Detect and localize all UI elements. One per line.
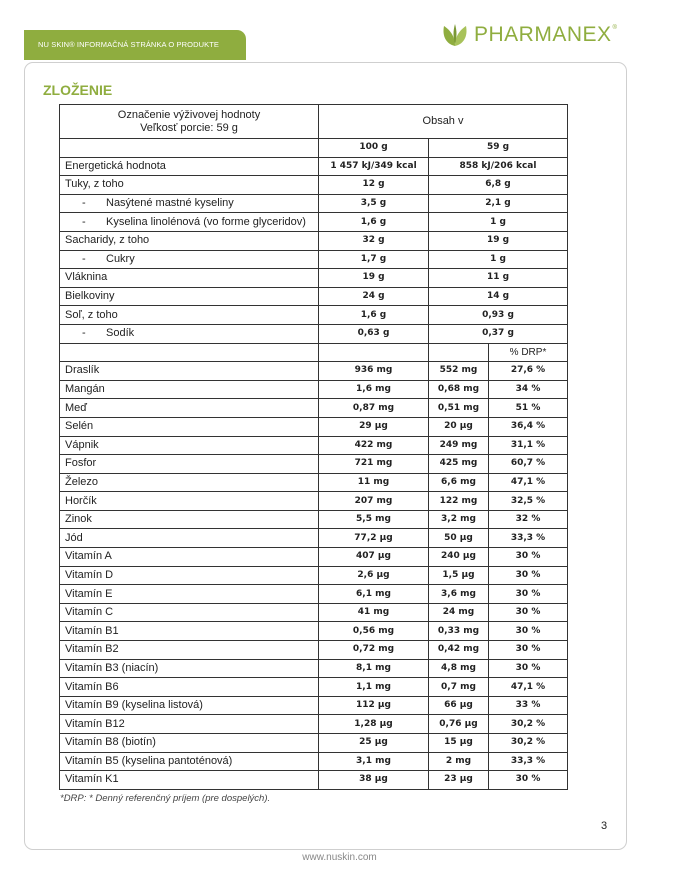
nutrient-name: Vitamín B8 (biotín) [60, 734, 319, 753]
table-row [60, 157, 568, 176]
table-row [60, 752, 568, 771]
table-row [60, 529, 568, 548]
sub-item-dash: - [82, 215, 86, 228]
nutrient-name: Selén [60, 417, 319, 436]
value-100g: 936 mg [319, 362, 429, 381]
value-59g: 240 µg [429, 548, 489, 567]
nutrient-name: Draslík [60, 362, 319, 381]
value-100g: 2,6 µg [319, 566, 429, 585]
sub-item-dash: - [82, 197, 86, 210]
table-row [60, 492, 568, 511]
table-row [60, 324, 568, 343]
value-59g: 858 kJ/206 kcal [429, 157, 568, 176]
nutrition-table [59, 104, 568, 790]
nutrient-label: Cukry [106, 252, 135, 265]
table-row [60, 269, 568, 288]
value-100g: 5,5 mg [319, 510, 429, 529]
nutrient-name [60, 324, 319, 343]
table-row [60, 548, 568, 567]
value-100g: 721 mg [319, 455, 429, 474]
nutrient-name: Vitamín K1 [60, 771, 319, 790]
value-drp: 36,4 % [489, 417, 568, 436]
value-59g: 0,33 mg [429, 622, 489, 641]
value-59g: 0,68 mg [429, 380, 489, 399]
value-59g: 20 µg [429, 417, 489, 436]
nutrient-name: Vitamín C [60, 603, 319, 622]
empty-cell [429, 343, 489, 362]
table-row [60, 641, 568, 660]
value-100g: 41 mg [319, 603, 429, 622]
table-row [60, 306, 568, 325]
nutrient-name: Vitamín B12 [60, 715, 319, 734]
table-row [60, 231, 568, 250]
value-drp: 30 % [489, 585, 568, 604]
table-row [60, 362, 568, 381]
value-100g: 1,6 g [319, 213, 429, 232]
table-row [60, 380, 568, 399]
page-number: 3 [601, 820, 608, 832]
value-59g: 19 g [429, 231, 568, 250]
table-header-row [60, 105, 568, 139]
sub-item-dash: - [82, 327, 86, 340]
logo-text: PHARMANEX [474, 23, 612, 46]
value-59g: 122 mg [429, 492, 489, 511]
nutrient-name: Vitamín B1 [60, 622, 319, 641]
value-100g: 1,6 mg [319, 380, 429, 399]
value-drp: 30,2 % [489, 734, 568, 753]
value-59g: 23 µg [429, 771, 489, 790]
nutrient-name: Horčík [60, 492, 319, 511]
nutrient-name [60, 287, 319, 306]
value-100g: 32 g [319, 231, 429, 250]
col-header-100g: 100 g [319, 139, 429, 158]
nutrient-label: Tuky, z toho [65, 178, 124, 191]
value-drp: 30 % [489, 622, 568, 641]
value-59g: 4,8 mg [429, 659, 489, 678]
nutrient-name: Vitamín A [60, 548, 319, 567]
value-59g: 425 mg [429, 455, 489, 474]
value-59g: 2 mg [429, 752, 489, 771]
value-drp: 30 % [489, 771, 568, 790]
sub-item-dash: - [82, 252, 86, 265]
value-drp: 30 % [489, 548, 568, 567]
value-100g: 0,87 mg [319, 399, 429, 418]
value-100g: 77,2 µg [319, 529, 429, 548]
nutrient-label: Bielkoviny [65, 290, 115, 303]
section-title: ZLOŽENIE [43, 82, 113, 98]
nutrient-label: Kyselina linolénová (vo forme glyceridov) [106, 215, 306, 228]
column-header-row [60, 139, 568, 158]
value-100g: 6,1 mg [319, 585, 429, 604]
nutrient-name [60, 213, 319, 232]
value-100g: 0,72 mg [319, 641, 429, 660]
col-header-59g: 59 g [429, 139, 568, 158]
value-100g: 0,56 mg [319, 622, 429, 641]
value-59g: 14 g [429, 287, 568, 306]
value-drp: 27,6 % [489, 362, 568, 381]
value-100g: 1,28 µg [319, 715, 429, 734]
table-row [60, 194, 568, 213]
value-59g: 0,51 mg [429, 399, 489, 418]
table-row [60, 250, 568, 269]
value-59g: 1 g [429, 213, 568, 232]
nutrient-name [60, 157, 319, 176]
value-100g: 8,1 mg [319, 659, 429, 678]
nutrient-name: Vitamín B6 [60, 678, 319, 697]
header-tab: NU SKIN® INFORMAČNÁ STRÁNKA O PRODUKTE [24, 30, 246, 60]
value-59g: 552 mg [429, 362, 489, 381]
nutrient-name [60, 176, 319, 195]
value-100g: 207 mg [319, 492, 429, 511]
value-59g: 24 mg [429, 603, 489, 622]
value-100g: 112 µg [319, 696, 429, 715]
nutrient-label: Soľ, z toho [65, 308, 118, 321]
value-100g: 1 457 kJ/349 kcal [319, 157, 429, 176]
nutrient-label: Vláknina [65, 271, 108, 284]
table-row [60, 473, 568, 492]
value-59g: 3,2 mg [429, 510, 489, 529]
value-100g: 422 mg [319, 436, 429, 455]
nutrient-name: Vitamín B3 (niacín) [60, 659, 319, 678]
nutrient-name: Mangán [60, 380, 319, 399]
table-row [60, 436, 568, 455]
value-drp: 32,5 % [489, 492, 568, 511]
value-drp: 47,1 % [489, 678, 568, 697]
value-drp: 33 % [489, 696, 568, 715]
pharmanex-logo [440, 18, 617, 52]
value-100g: 24 g [319, 287, 429, 306]
table-row [60, 213, 568, 232]
drp-header-row [60, 343, 568, 362]
value-59g: 15 µg [429, 734, 489, 753]
value-100g: 1,1 mg [319, 678, 429, 697]
nutrient-label: Sacharidy, z toho [65, 234, 150, 247]
nutrient-name: Fosfor [60, 455, 319, 474]
table-row [60, 715, 568, 734]
nutrient-name: Železo [60, 473, 319, 492]
value-drp: 31,1 % [489, 436, 568, 455]
value-100g: 407 µg [319, 548, 429, 567]
nutrient-name [60, 250, 319, 269]
value-100g: 11 mg [319, 473, 429, 492]
value-100g: 38 µg [319, 771, 429, 790]
value-drp: 33,3 % [489, 529, 568, 548]
nutrient-name [60, 306, 319, 325]
value-drp: 30 % [489, 641, 568, 660]
value-59g: 1 g [429, 250, 568, 269]
table-row [60, 287, 568, 306]
value-drp: 33,3 % [489, 752, 568, 771]
table-row [60, 734, 568, 753]
nutrient-name: Zinok [60, 510, 319, 529]
nutrient-name: Jód [60, 529, 319, 548]
empty-cell [60, 343, 319, 362]
drp-header: % DRP* [489, 343, 568, 362]
value-59g: 3,6 mg [429, 585, 489, 604]
value-drp: 47,1 % [489, 473, 568, 492]
value-100g: 1,6 g [319, 306, 429, 325]
table-row [60, 455, 568, 474]
header-label-line2: Veľkosť porcie: 59 g [140, 121, 238, 134]
value-59g: 0,7 mg [429, 678, 489, 697]
value-100g: 0,63 g [319, 324, 429, 343]
table-row [60, 678, 568, 697]
value-100g: 3,5 g [319, 194, 429, 213]
value-drp: 30 % [489, 603, 568, 622]
value-drp: 51 % [489, 399, 568, 418]
nutrient-label: Sodík [106, 327, 135, 340]
nutrient-name: Vitamín B2 [60, 641, 319, 660]
value-59g: 1,5 µg [429, 566, 489, 585]
value-100g: 12 g [319, 176, 429, 195]
table-row [60, 176, 568, 195]
table-row [60, 417, 568, 436]
nutrient-name: Vitamín B9 (kyselina listová) [60, 696, 319, 715]
value-100g: 19 g [319, 269, 429, 288]
logo-registered-mark: ® [612, 25, 617, 31]
value-drp: 60,7 % [489, 455, 568, 474]
value-59g: 6,8 g [429, 176, 568, 195]
header-label-cell [60, 105, 319, 139]
table-row [60, 696, 568, 715]
value-59g: 0,37 g [429, 324, 568, 343]
nutrient-name: Vitamín B5 (kyselina pantoténová) [60, 752, 319, 771]
value-59g: 6,6 mg [429, 473, 489, 492]
nutrient-name [60, 194, 319, 213]
value-100g: 3,1 mg [319, 752, 429, 771]
value-59g: 0,42 mg [429, 641, 489, 660]
value-59g: 50 µg [429, 529, 489, 548]
table-row [60, 622, 568, 641]
value-59g: 66 µg [429, 696, 489, 715]
nutrient-name [60, 231, 319, 250]
table-row [60, 510, 568, 529]
table-row [60, 566, 568, 585]
value-59g: 249 mg [429, 436, 489, 455]
nutrient-label: Nasýtené mastné kyseliny [106, 197, 234, 210]
footnote: *DRP: * Denný referenčný príjem (pre dospelých). [60, 793, 271, 804]
value-drp: 30 % [489, 566, 568, 585]
value-59g: 2,1 g [429, 194, 568, 213]
header-content-cell: Obsah v [319, 105, 568, 139]
nutrient-name: Vápnik [60, 436, 319, 455]
value-drp: 32 % [489, 510, 568, 529]
value-drp: 30 % [489, 659, 568, 678]
table-row [60, 399, 568, 418]
empty-cell [60, 139, 319, 158]
nutrient-name: Meď [60, 399, 319, 418]
table-row [60, 603, 568, 622]
leaf-icon [440, 22, 470, 48]
nutrient-name [60, 269, 319, 288]
value-100g: 1,7 g [319, 250, 429, 269]
nutrient-label: Energetická hodnota [65, 159, 166, 172]
value-59g: 11 g [429, 269, 568, 288]
table-row [60, 771, 568, 790]
value-drp: 30,2 % [489, 715, 568, 734]
nutrient-name: Vitamín D [60, 566, 319, 585]
value-drp: 34 % [489, 380, 568, 399]
footer-url: www.nuskin.com [302, 852, 377, 863]
value-59g: 0,93 g [429, 306, 568, 325]
table-row [60, 659, 568, 678]
header-label-line1: Označenie výživovej hodnoty [117, 108, 261, 121]
value-59g: 0,76 µg [429, 715, 489, 734]
table-row [60, 585, 568, 604]
value-100g: 29 µg [319, 417, 429, 436]
empty-cell [319, 343, 429, 362]
value-100g: 25 µg [319, 734, 429, 753]
nutrient-name: Vitamín E [60, 585, 319, 604]
